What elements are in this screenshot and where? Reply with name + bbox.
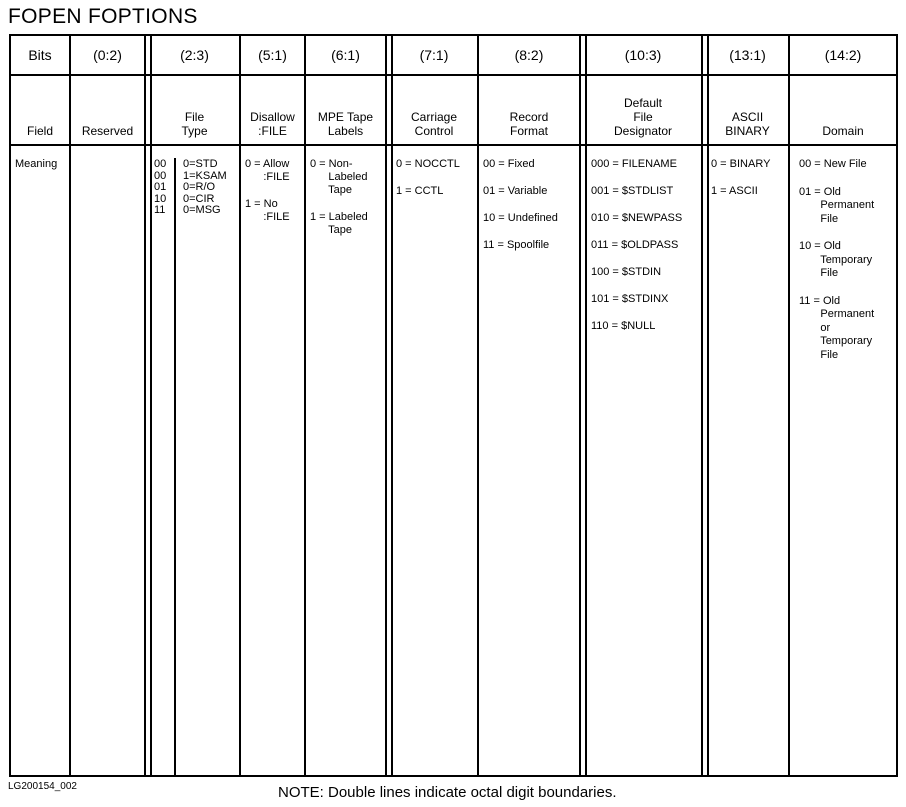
- field-record-format: Record Format: [509, 110, 549, 138]
- default-file-designator-entry: 010 = $NEWPASS: [591, 212, 683, 224]
- bits-row-label: Bits: [28, 47, 52, 63]
- column-divider: [69, 36, 71, 775]
- domain-meanings: [799, 158, 874, 362]
- file-type-codes: 00 00 01 10 11: [154, 158, 167, 216]
- record-format-entry: 01 = Variable: [483, 185, 548, 197]
- mpe-tape-labels-entry: 0 = Non- Labeled Tape: [310, 158, 368, 196]
- octal-boundary-line: [385, 36, 393, 775]
- field-row-label: Field: [26, 124, 53, 138]
- bits-carriage-control: (7:1): [419, 47, 449, 63]
- bits-reserved: (0:2): [93, 47, 122, 63]
- default-file-designator-entry: 101 = $STDINX: [591, 293, 669, 305]
- field-carriage-control: Carriage Control: [410, 110, 458, 138]
- file-type-inner-divider: [174, 158, 176, 775]
- carriage-control-meanings: [396, 158, 460, 198]
- bits-default-file-designator: (10:3): [624, 47, 662, 63]
- footnote: NOTE: Double lines indicate octal digit boundaries.: [278, 784, 617, 801]
- domain-entry: 01 = Old Permanent File: [799, 185, 875, 225]
- default-file-designator-entry: 100 = $STDIN: [591, 266, 662, 278]
- column-divider: [477, 36, 479, 775]
- field-domain: Domain: [822, 124, 864, 138]
- bits-ascii-binary: (13:1): [729, 47, 766, 63]
- default-file-designator-entry: 011 = $OLDPASS: [591, 239, 679, 251]
- record-format-entry: 00 = Fixed: [483, 158, 535, 170]
- disallow-file-entry: 1 = No :FILE: [245, 198, 290, 223]
- foptions-table: [9, 34, 898, 777]
- column-divider: [304, 36, 306, 775]
- octal-boundary-line: [579, 36, 587, 775]
- field-default-file-designator: Default File Designator: [613, 96, 673, 138]
- default-file-designator-meanings: [591, 158, 682, 333]
- column-divider: [788, 36, 790, 775]
- domain-entry: 00 = New File: [799, 158, 867, 170]
- file-type-values: 0=STD 1=KSAM 0=R/O 0=CIR 0=MSG: [183, 158, 227, 216]
- field-ascii-binary: ASCII BINARY: [725, 110, 770, 138]
- record-format-entry: 11 = Spoolfile: [483, 239, 550, 251]
- bits-mpe-tape-labels: (6:1): [331, 47, 360, 63]
- bits-domain: (14:2): [824, 47, 862, 63]
- disallow-file-meanings: [245, 158, 290, 224]
- bits-disallow-file: (5:1): [258, 47, 287, 63]
- field-file-type: File Type: [181, 110, 208, 138]
- default-file-designator-entry: 001 = $STDLIST: [591, 185, 674, 197]
- mpe-tape-labels-entry: 1 = Labeled Tape: [310, 211, 368, 236]
- carriage-control-entry: 0 = NOCCTL: [396, 158, 460, 170]
- bits-record-format: (8:2): [514, 47, 544, 63]
- field-mpe-tape-labels: MPE Tape Labels: [317, 110, 374, 138]
- bits-file-type: (2:3): [180, 47, 209, 63]
- ascii-binary-entry: 0 = BINARY: [711, 158, 771, 170]
- figure-id: LG200154_002: [8, 781, 77, 792]
- domain-entry: 10 = Old Temporary File: [799, 240, 873, 279]
- field-disallow-file: Disallow :FILE: [250, 110, 295, 138]
- ascii-binary-entry: 1 = ASCII: [711, 185, 758, 197]
- figure-title: FOPEN FOPTIONS: [8, 5, 198, 28]
- default-file-designator-entry: 000 = FILENAME: [591, 158, 677, 170]
- carriage-control-entry: 1 = CCTL: [396, 185, 444, 197]
- column-divider: [239, 36, 241, 775]
- disallow-file-entry: 0 = Allow :FILE: [245, 158, 290, 183]
- record-format-meanings: [483, 158, 558, 252]
- octal-boundary-line: [701, 36, 709, 775]
- field-reserved: Reserved: [81, 124, 134, 138]
- meaning-row-label: Meaning: [15, 158, 58, 170]
- mpe-tape-labels-meanings: [310, 158, 368, 237]
- record-format-entry: 10 = Undefined: [483, 212, 558, 224]
- domain-entry: 11 = Old Permanent or Temporary File: [799, 294, 875, 361]
- ascii-binary-meanings: [711, 158, 770, 198]
- default-file-designator-entry: 110 = $NULL: [591, 320, 656, 332]
- octal-boundary-line: [144, 36, 152, 775]
